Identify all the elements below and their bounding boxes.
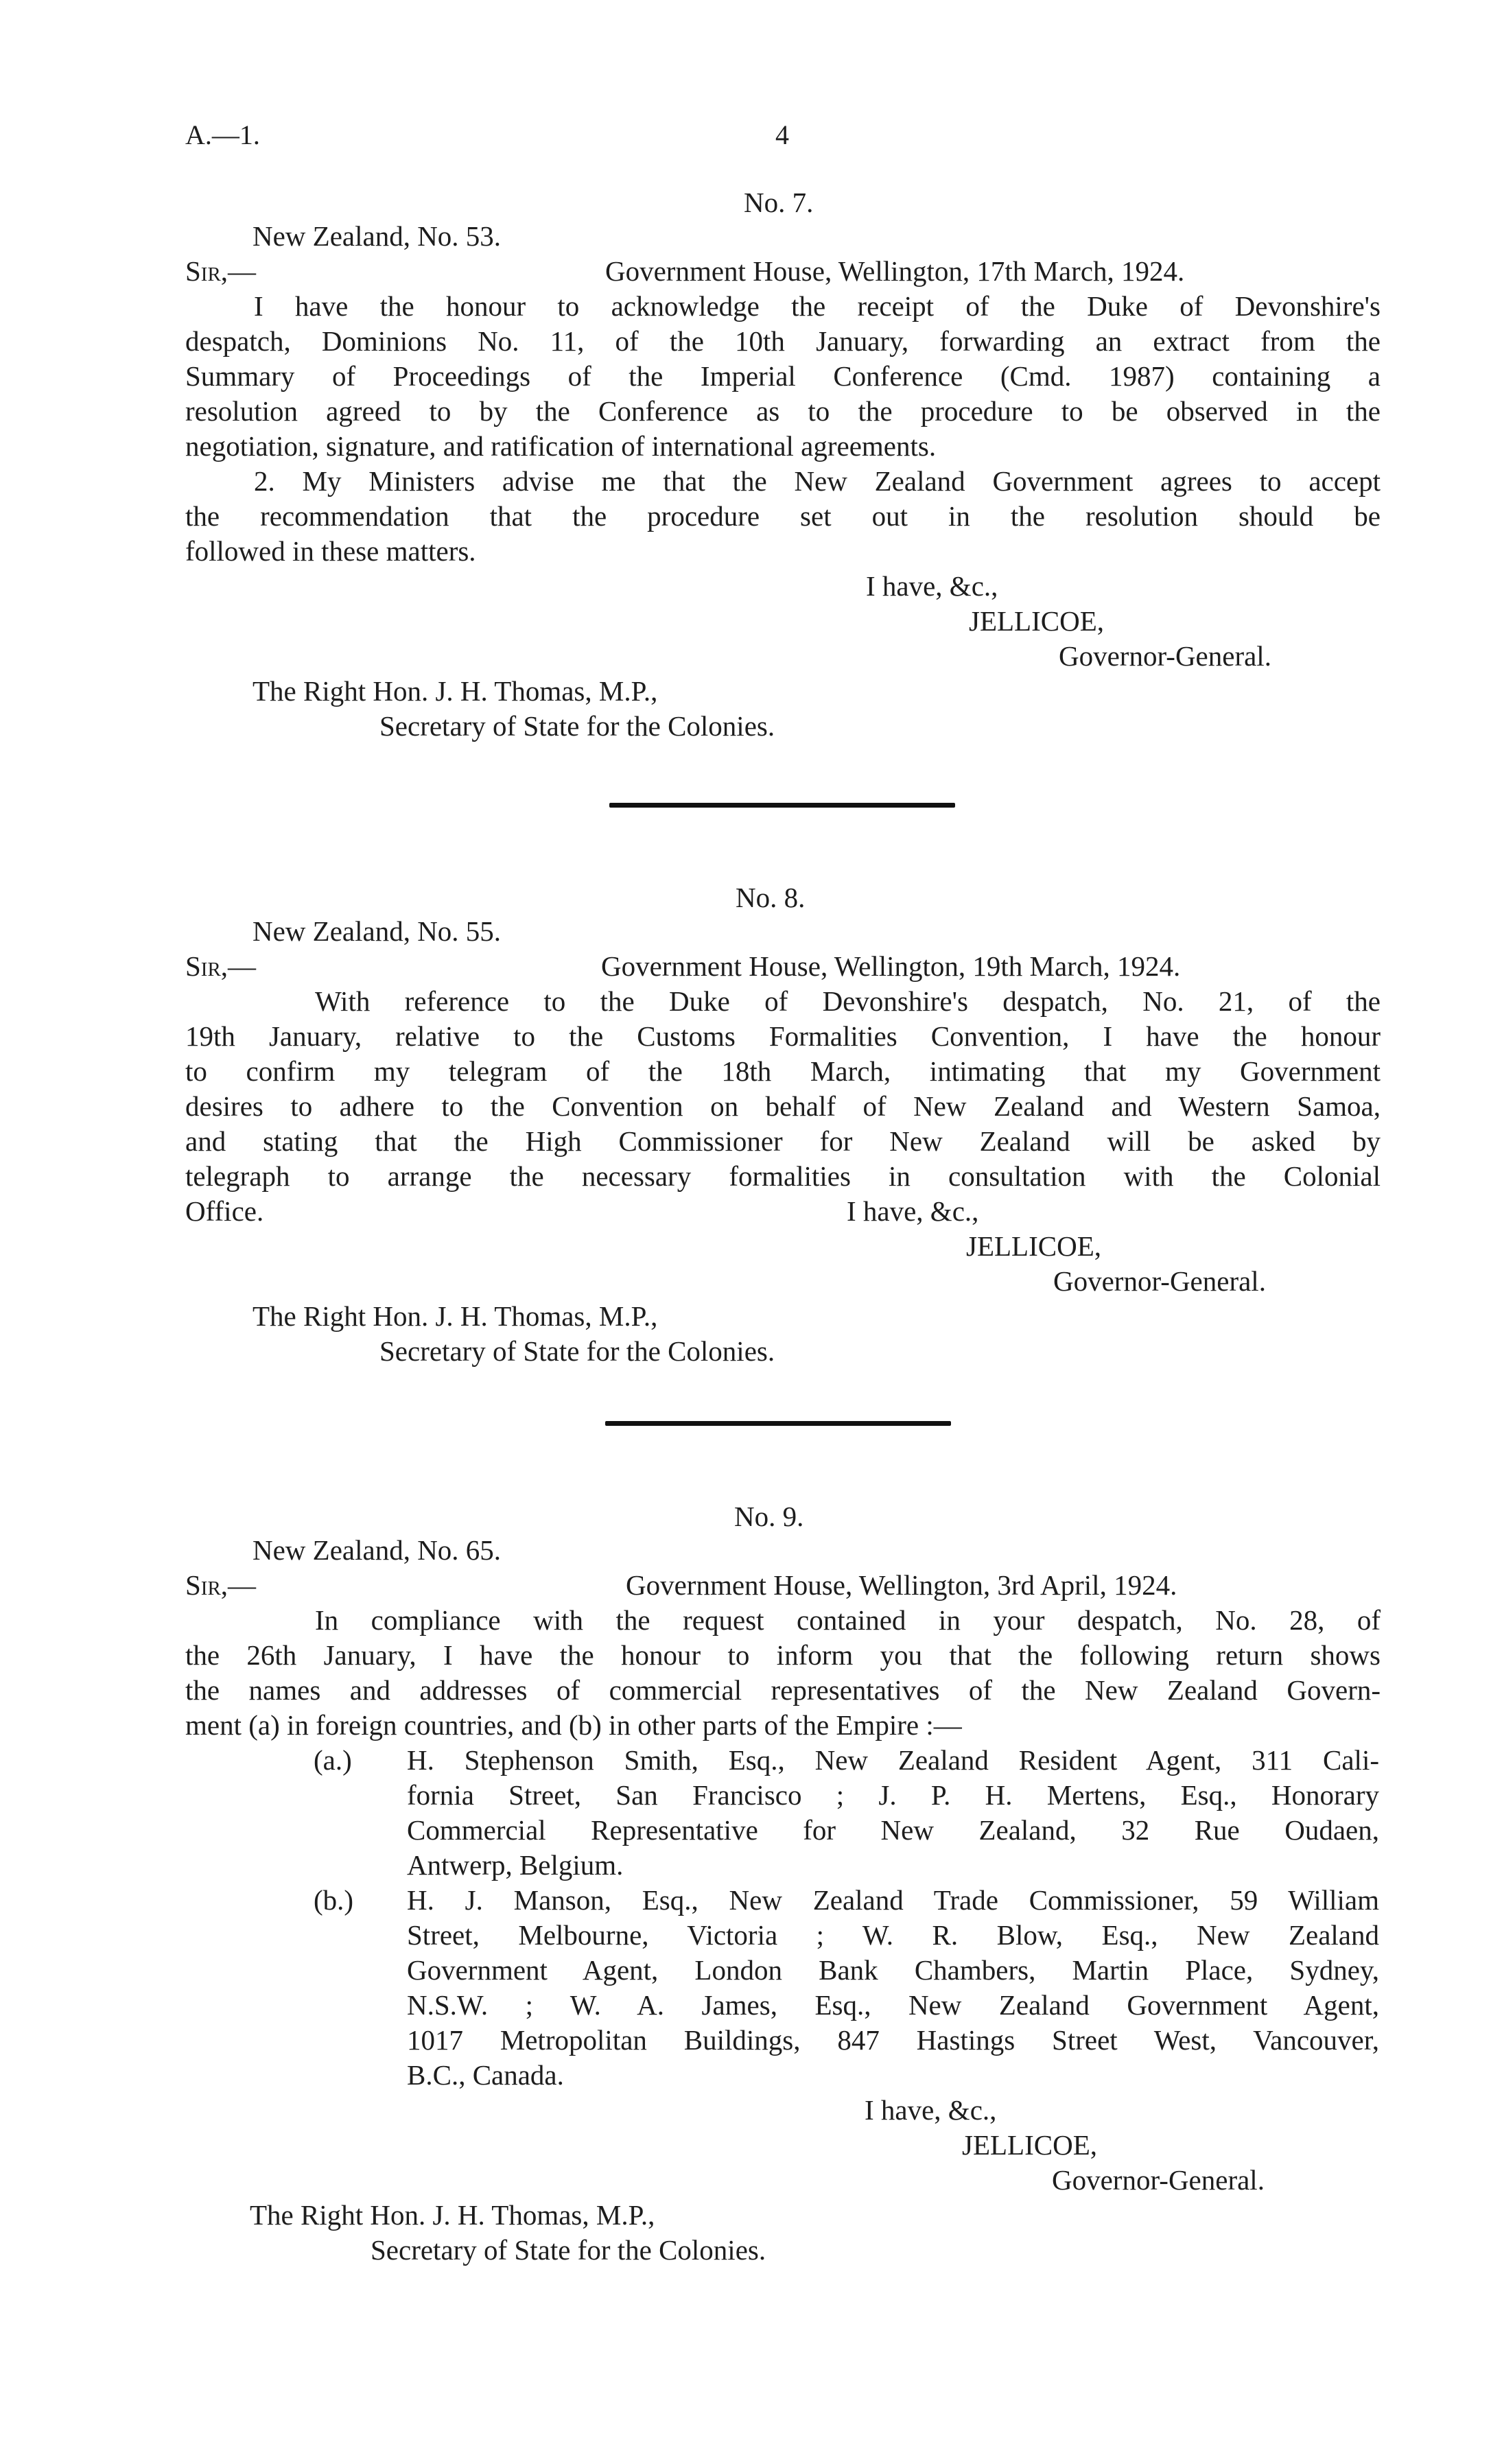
closing: I have, &c., xyxy=(847,1195,979,1227)
body-line: Office. xyxy=(185,1195,264,1227)
recipient: The Right Hon. J. H. Thomas, M.P., xyxy=(250,2199,655,2231)
body-line: With reference to the Duke of Devonshire's despatch, No. 21, of the xyxy=(315,985,1381,1017)
closing: I have, &c., xyxy=(866,570,998,602)
place-date: Government House, Wellington, 17th March, 1924. xyxy=(605,255,1185,287)
place-date: Government House, Wellington, 19th March, 1924. xyxy=(601,950,1181,982)
item-line: H. Stephenson Smith, Esq., New Zealand Resident Agent, 311 Cali- xyxy=(407,1744,1379,1776)
letter-number: No. 7. xyxy=(744,187,814,218)
recipient: The Right Hon. J. H. Thomas, M.P., xyxy=(253,675,658,707)
document-reference: A.—1. xyxy=(185,119,260,150)
body-line: I have the honour to acknowledge the receipt of the Duke of Devonshire's xyxy=(254,290,1381,322)
signature: JELLICOE, xyxy=(966,1230,1101,1262)
body-line: negotiation, signature, and ratification of international agreements. xyxy=(185,430,937,462)
item-line: 1017 Metropolitan Buildings, 847 Hastings Street West, Vancouver, xyxy=(407,2024,1379,2056)
body-line: Summary of Proceedings of the Imperial Conference (Cmd. 1987) containing a xyxy=(185,360,1381,392)
item-label: (a.) xyxy=(314,1744,352,1776)
body-line: desires to adhere to the Convention on behalf of New Zealand and Western Samoa, xyxy=(185,1090,1381,1122)
section-divider xyxy=(605,1421,951,1426)
recipient-title: Secretary of State for the Colonies. xyxy=(371,2234,766,2266)
salutation: Sir,— xyxy=(185,1569,257,1601)
salutation: Sir,— xyxy=(185,255,257,287)
signature: JELLICOE, xyxy=(962,2129,1097,2161)
body-line: resolution agreed to by the Conference as to the procedure to be observed in the xyxy=(185,395,1381,427)
section-divider xyxy=(609,803,955,808)
signature: JELLICOE, xyxy=(969,605,1104,637)
signature-title: Governor-General. xyxy=(1053,1265,1266,1297)
body-line: the recommendation that the procedure set out in the resolution should be xyxy=(185,500,1381,532)
signature-title: Governor-General. xyxy=(1059,640,1271,672)
recipient-title: Secretary of State for the Colonies. xyxy=(379,710,775,742)
body-line: 19th January, relative to the Customs Formalities Convention, I have the honour xyxy=(185,1020,1381,1052)
letter-number: No. 9. xyxy=(734,1501,804,1532)
item-line: Government Agent, London Bank Chambers, Martin Place, Sydney, xyxy=(407,1954,1379,1986)
item-label: (b.) xyxy=(314,1884,354,1916)
item-line: fornia Street, San Francisco ; J. P. H. Mertens, Esq., Honorary xyxy=(407,1779,1379,1811)
item-line: Commercial Representative for New Zealand, 32 Rue Oudaen, xyxy=(407,1814,1379,1846)
place-date: Government House, Wellington, 3rd April, 1924. xyxy=(626,1569,1177,1601)
body-line: and stating that the High Commissioner for New Zealand will be asked by xyxy=(185,1125,1381,1157)
body-line: ment (a) in foreign countries, and (b) in other parts of the Empire :— xyxy=(185,1709,962,1741)
item-line: B.C., Canada. xyxy=(407,2059,564,2091)
body-line: telegraph to arrange the necessary formalities in consultation with the Colonial xyxy=(185,1160,1381,1192)
signature-title: Governor-General. xyxy=(1052,2164,1265,2196)
item-line: H. J. Manson, Esq., New Zealand Trade Commissioner, 59 William xyxy=(407,1884,1379,1916)
body-line: the names and addresses of commercial representatives of the New Zealand Govern- xyxy=(185,1674,1381,1706)
recipient: The Right Hon. J. H. Thomas, M.P., xyxy=(253,1300,658,1332)
body-line: In compliance with the request contained in your despatch, No. 28, of xyxy=(315,1604,1381,1636)
recipient-title: Secretary of State for the Colonies. xyxy=(379,1335,775,1367)
page-number: 4 xyxy=(775,119,789,150)
closing: I have, &c., xyxy=(865,2094,997,2126)
dispatch-reference: New Zealand, No. 65. xyxy=(253,1534,502,1566)
body-line: followed in these matters. xyxy=(185,535,476,567)
item-line: Street, Melbourne, Victoria ; W. R. Blow, Esq., New Zealand xyxy=(407,1919,1379,1951)
item-line: N.S.W. ; W. A. James, Esq., New Zealand Government Agent, xyxy=(407,1989,1379,2021)
body-line: despatch, Dominions No. 11, of the 10th January, forwarding an extract from the xyxy=(185,325,1381,357)
item-line: Antwerp, Belgium. xyxy=(407,1849,624,1881)
letter-number: No. 8. xyxy=(736,882,806,913)
salutation: Sir,— xyxy=(185,950,257,982)
dispatch-reference: New Zealand, No. 55. xyxy=(253,915,502,947)
dispatch-reference: New Zealand, No. 53. xyxy=(253,220,502,252)
body-line: to confirm my telegram of the 18th March, intimating that my Government xyxy=(185,1055,1381,1087)
body-line: the 26th January, I have the honour to inform you that the following return shows xyxy=(185,1639,1381,1671)
body-line: 2. My Ministers advise me that the New Zealand Government agrees to accept xyxy=(254,465,1381,497)
